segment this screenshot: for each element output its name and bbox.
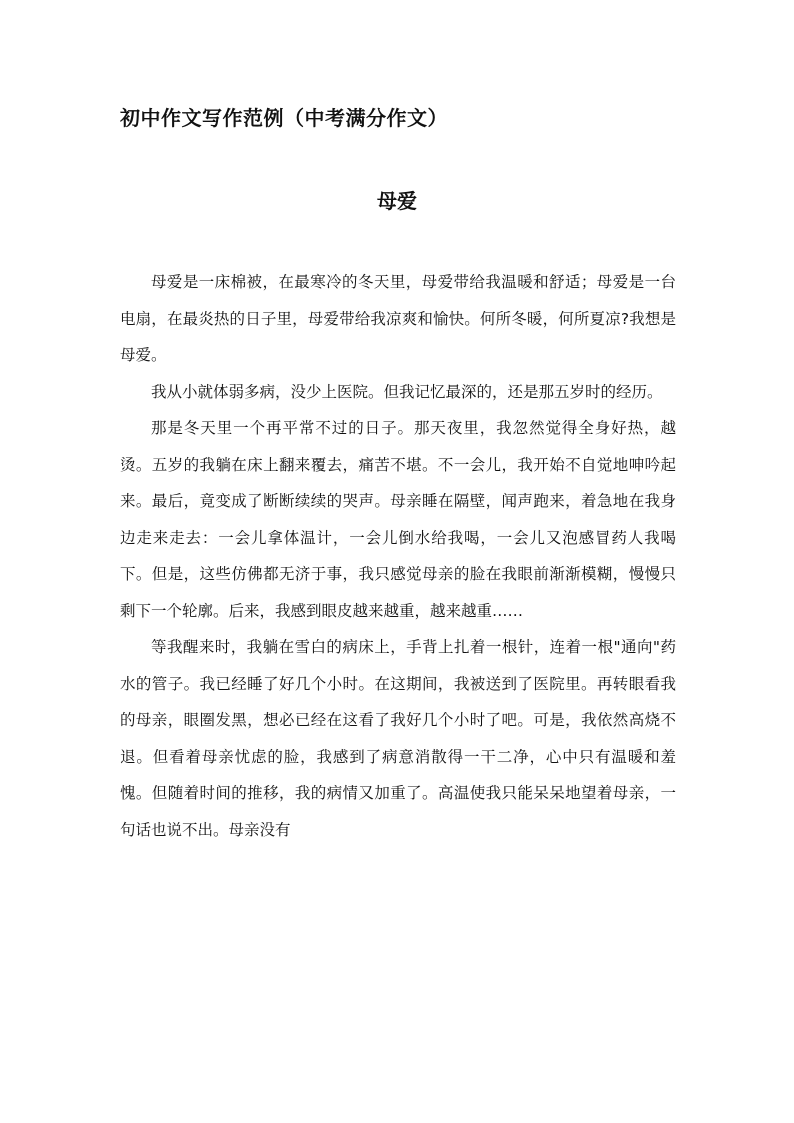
- document-title: 初中作文写作范例（中考满分作文）: [120, 106, 448, 130]
- paragraph-4: 等我醒来时，我躺在雪白的病床上，手背上扎着一根针，连着一根"通向"药水的管子。我已经睡了好几个小时。在这期间，我被送到了医院里。再转眼看我的母亲，眼圈发黑，想必已经在这看了我好几个小时了吧。可是，我依然高烧不退。但看着母亲忧虑的脸，我感到了病意消散得一干二净，心中只有温暖和羞愧。但随着时间的推移，我的病情又加重了。高温使我只能呆呆地望着母亲，一句话也说不出。母亲没有: [120, 638, 676, 839]
- paragraph-2: 我从小就体弱多病，没少上医院。但我记忆最深的，还是那五岁时的经历。: [151, 382, 663, 401]
- paragraph-3: 那是冬天里一个再平常不过的日子。那天夜里，我忽然觉得全身好热，越烫。五岁的我躺在床上翻来覆去，痛苦不堪。不一会儿，我开始不自觉地呻吟起来。最后，竟变成了断断续续的哭声。母亲睡在隔壁，闻声跑来，着急地在我身边走来走去：一会儿拿体温计，一会儿倒水给我喝，一会儿又泡感冒药人我喝下。但是，这些仿佛都无济于事，我只感觉母亲的脸在我眼前渐渐模糊，慢慢只剩下一个轮廓。后来，我感到眼皮越来越重，越来越重……: [120, 419, 676, 620]
- essay-title: 母爱: [377, 189, 417, 213]
- paragraph-1: 母爱是一床棉被，在最寒冷的冬天里，母爱带给我温暖和舒适；母爱是一台电扇，在最炎热的日子里，母爱带给我凉爽和愉快。何所冬暖，何所夏凉?我想是母爱。: [120, 273, 676, 364]
- essay-body: [120, 264, 676, 848]
